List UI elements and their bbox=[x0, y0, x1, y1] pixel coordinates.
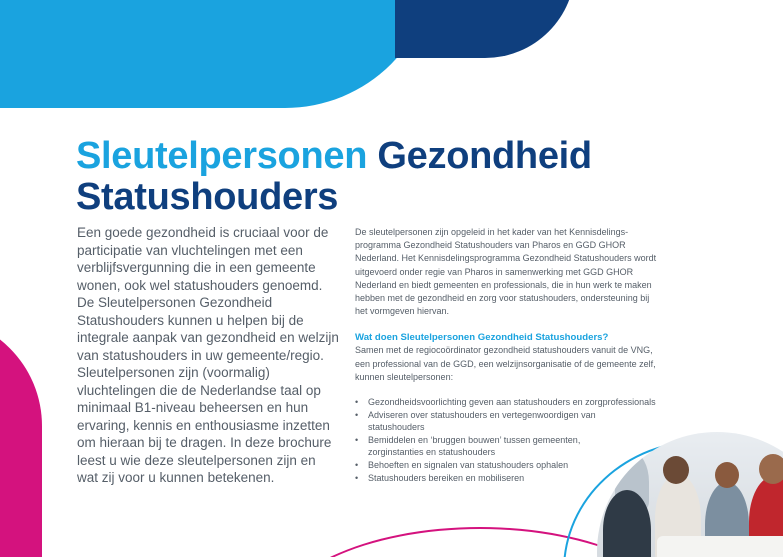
section-intro: Samen met de regiocoördinator gezondheid statushouders vanuit de VNG, een professional van de GGD, een welzijnsorganisatie of de gemeente zelf, kunnen sleutelpersonen: bbox=[355, 345, 656, 382]
decorative-navy-shape bbox=[395, 0, 575, 58]
title-rest-2: Statushouders bbox=[76, 176, 339, 218]
program-paragraph: De sleutelpersonen zijn opgeleid in het kader van het Kennisdelings-programma Gezondheid Statushouders van Pharos en GGD GHOR Nederland. Het Kennisdelingsprogramma Gezondheid Statushouders wordt uitgevoerd onder regie van Pharos in samenwerking met GGD GHOR Nederland en biedt gemeenten en professionals, die in hun werk te maken hebben met de gezondheid en zorg voor statushouders, ondersteuning bij het vormgeven hiervan. bbox=[355, 227, 657, 317]
intro-paragraph: Een goede gezondheid is cruciaal voor de participatie van vluchtelingen met een verblijfsvergunning die in een gemeente wonen, ook wel statushouders genoemd. De Sleutelpersonen Gezondheid Statushouders kunnen u helpen bij de integrale aanpak van gezondheid en welzijn van statushouders in uw gemeente/regio. Sleutelpersonen zijn (voormalig) vluchtelingen die de Nederlandse taal op minimaal B1-niveau beheersen en hun ervaring, kennis en enthousiasme inzetten om hieraan bij te dragen. In deze brochure leest u wie deze sleutelpersonen zijn en wat zij voor u kunnen betekenen. bbox=[77, 225, 339, 485]
section-heading: Wat doen Sleutelpersonen Gezondheid Statushouders? bbox=[355, 332, 609, 344]
list-item: • Behoeften en signalen van statushouders ophalen bbox=[355, 460, 569, 470]
page-title bbox=[76, 136, 592, 218]
list-item: • Gezondheidsvoorlichting geven aan statushouders en zorgprofessionals bbox=[355, 397, 656, 408]
bullet-icon: • bbox=[355, 397, 359, 408]
decorative-blue-shape bbox=[0, 0, 435, 108]
photo-table bbox=[657, 536, 783, 557]
photo-head bbox=[715, 462, 739, 488]
bullet-icon: • bbox=[355, 472, 359, 483]
bullet-icon: • bbox=[355, 409, 359, 420]
bullet-icon: • bbox=[355, 460, 359, 470]
title-rest-1: Gezondheid bbox=[367, 135, 592, 177]
photo-head bbox=[759, 454, 783, 484]
list-item: • Adviseren over statushouders en vertegenwoordigen van statushouders bbox=[355, 409, 596, 433]
list-item: • Bemiddelen en ‘bruggen bouwen’ tussen gemeenten, zorginstanties en statushouders bbox=[355, 434, 581, 458]
right-column bbox=[355, 226, 660, 484]
list-item: • Statushouders bereiken en mobiliseren bbox=[355, 472, 525, 483]
photo-head bbox=[663, 456, 689, 484]
bullet-icon: • bbox=[355, 434, 359, 445]
decorative-magenta-shape bbox=[0, 316, 42, 557]
title-accent: Sleutelpersonen bbox=[76, 135, 368, 177]
